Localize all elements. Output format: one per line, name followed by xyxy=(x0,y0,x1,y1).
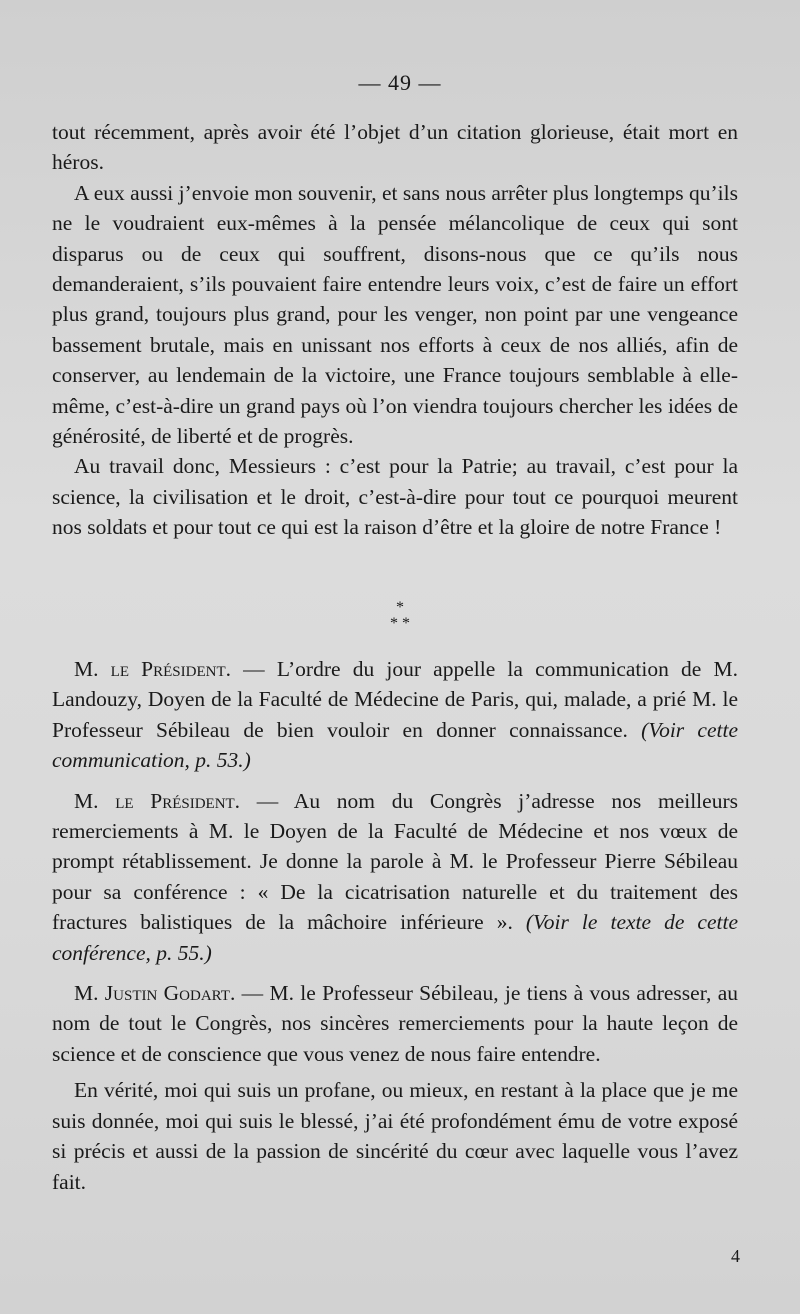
speech-godart xyxy=(52,978,738,1069)
paragraph-continuation: tout récemment, après avoir été l’objet d’un citation glorieuse, était mort en héros. xyxy=(52,120,738,175)
speech-text: — Au nom du Congrès j’adresse nos meilleurs remerciements à M. le Doyen de la Faculté de Médecine et nos vœux de prompt rétablissement. Je donne la parole à M. le Professeur Pierre Sébileau pour sa conférence : « De la cicatrisation naturelle et du traitement des fractures balistiques de la mâchoire inférieure ». xyxy=(52,788,738,935)
speech-text: — L’ordre du jour appelle la communication de M. Landouzy, Doyen de la Faculté de Médecine de Paris, qui, malade, a prié M. le Professeur Sébileau de bien vouloir en donner connaissance. xyxy=(52,657,738,742)
speaker-name: M. Justin Godart. xyxy=(74,981,236,1006)
signature-mark: 4 xyxy=(731,1246,740,1266)
page-number: — 49 — xyxy=(358,70,442,95)
upper-text-block xyxy=(52,117,738,543)
asterism-bottom: * * xyxy=(390,615,410,632)
speech-text: — M. le Professeur Sébileau, je tiens à vous adresser, au nom de tout le Congrès, nos sincères remerciements pour la haute leçon de science et de conscience que vous venez de nous faire entendre. xyxy=(52,981,738,1066)
speaker-name: M. le Président. xyxy=(74,788,241,813)
paragraph-souvenir: A eux aussi j’envoie mon souvenir, et sans nous arrêter plus longtemps qu’ils ne le voudraient eux-mêmes à la pensée mélancolique de ceux qui sont disparus ou de ceux qui souffrent, disons-nous que ce qu’ils nous demanderaient, s’ils pouvaient faire entendre leurs voix, c’est de faire un effort plus grand, toujours plus grand, pour les venger, non point par une vengeance bassement brutale, mais en unissant nos efforts à ceux de nos alliés, afin de conserver, au lendemain de la victoire, une France toujours semblable à elle-même, c’est-à-dire un grand pays où l’on viendra toujours chercher les idées de générosité, de liberté et de progrès. xyxy=(52,180,738,449)
speech-president-2 xyxy=(52,786,738,968)
asterism-top: * xyxy=(396,599,404,616)
section-separator xyxy=(0,600,800,632)
paragraph-au-travail: Au travail donc, Messieurs : c’est pour la Patrie; au travail, c’est pour la science, la civilisation et le droit, c’est-à-dire pour tout ce pourquoi meurent nos soldats et pour tout ce qui est la raison d’être et la gloire de notre France ! xyxy=(52,454,738,540)
speaker-name: M. le Président. xyxy=(74,657,231,681)
reference-note: (Voir le texte de cette conférence, p. 55.) xyxy=(52,910,738,965)
reference-note: (Voir cette communication, p. 53.) xyxy=(52,717,739,773)
speech-president-1 xyxy=(52,654,738,776)
lower-text-block xyxy=(52,654,738,1197)
paragraph-en-verite: En vérité, moi qui suis un profane, ou mieux, en restant à la place que je me suis donnée, moi qui suis le blessé, j’ai été profondément ému de votre exposé si précis et aussi de la passion de sincérité du cœur avec laquelle vous l’avez fait. xyxy=(52,1078,738,1194)
